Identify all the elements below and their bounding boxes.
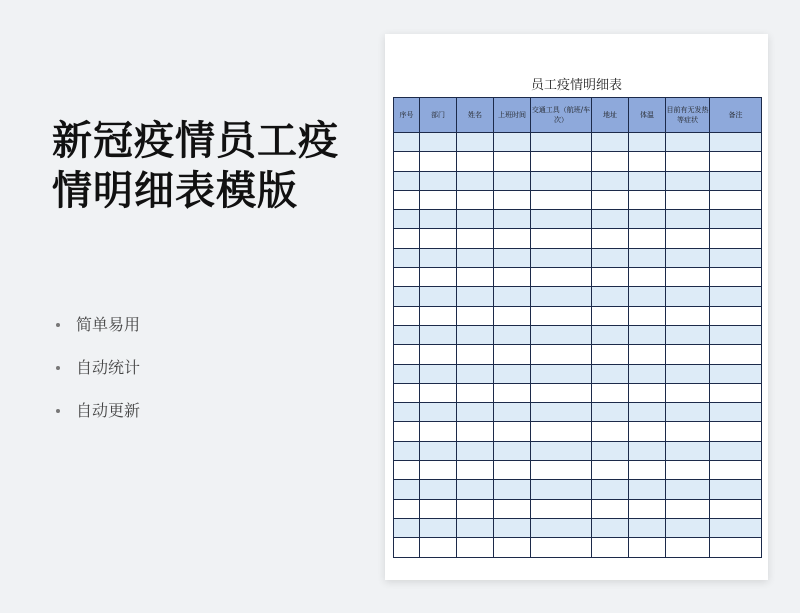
table-cell	[531, 461, 592, 480]
table-cell	[710, 133, 762, 152]
table-cell	[710, 364, 762, 383]
table-cell	[494, 461, 531, 480]
table-cell	[666, 133, 710, 152]
table-cell	[531, 538, 592, 557]
table-cell	[457, 133, 494, 152]
table-row	[394, 345, 762, 364]
employee-table	[393, 97, 762, 558]
table-row	[394, 268, 762, 287]
table-cell	[457, 422, 494, 441]
promo-title-line-2: 情明细表模版	[52, 168, 298, 214]
table-cell	[629, 306, 666, 325]
table-cell	[592, 403, 629, 422]
table-cell	[394, 248, 420, 267]
table-cell	[420, 306, 457, 325]
table-cell	[592, 190, 629, 209]
table-cell	[394, 441, 420, 460]
column-header: 体温	[629, 98, 666, 133]
table-row	[394, 325, 762, 344]
table-cell	[394, 518, 420, 537]
table-row	[394, 152, 762, 171]
table-cell	[531, 190, 592, 209]
promo-title	[52, 116, 362, 216]
table-cell	[457, 152, 494, 171]
column-header: 姓名	[457, 98, 494, 133]
column-header: 备注	[710, 98, 762, 133]
table-cell	[531, 171, 592, 190]
table-cell	[494, 133, 531, 152]
table-cell	[666, 461, 710, 480]
table-cell	[457, 499, 494, 518]
table-cell	[394, 229, 420, 248]
promo-title-line-1: 新冠疫情员工疫	[52, 118, 339, 164]
table-cell	[666, 171, 710, 190]
table-cell	[457, 248, 494, 267]
table-cell	[531, 441, 592, 460]
table-cell	[710, 345, 762, 364]
table-cell	[531, 518, 592, 537]
table-cell	[394, 538, 420, 557]
table-cell	[666, 210, 710, 229]
feature-label: 自动统计	[76, 358, 141, 377]
table-cell	[531, 383, 592, 402]
column-header: 地址	[592, 98, 629, 133]
table-cell	[531, 325, 592, 344]
table-cell	[494, 538, 531, 557]
table-cell	[457, 268, 494, 287]
table-cell	[420, 190, 457, 209]
table-cell	[592, 345, 629, 364]
table-cell	[457, 461, 494, 480]
table-cell	[420, 480, 457, 499]
table-cell	[666, 287, 710, 306]
table-cell	[420, 383, 457, 402]
table-cell	[457, 518, 494, 537]
table-row	[394, 210, 762, 229]
table-row	[394, 383, 762, 402]
bullet-icon	[56, 366, 60, 370]
table-cell	[710, 441, 762, 460]
table-cell	[457, 538, 494, 557]
table-cell	[666, 538, 710, 557]
table-cell	[531, 306, 592, 325]
table-cell	[420, 287, 457, 306]
table-cell	[420, 499, 457, 518]
table-cell	[420, 518, 457, 537]
table-cell	[531, 480, 592, 499]
table-cell	[531, 499, 592, 518]
table-cell	[494, 190, 531, 209]
table-cell	[629, 287, 666, 306]
table-cell	[420, 345, 457, 364]
feature-label: 自动更新	[76, 401, 141, 420]
feature-item	[52, 355, 140, 398]
table-cell	[629, 345, 666, 364]
table-cell	[457, 229, 494, 248]
table-cell	[666, 518, 710, 537]
table-cell	[710, 229, 762, 248]
table-cell	[629, 325, 666, 344]
table-cell	[457, 403, 494, 422]
column-header: 序号	[394, 98, 420, 133]
column-header: 部门	[420, 98, 457, 133]
table-cell	[592, 268, 629, 287]
table-cell	[531, 133, 592, 152]
bullet-icon	[56, 409, 60, 413]
table-cell	[420, 210, 457, 229]
table-row	[394, 538, 762, 557]
table-cell	[394, 133, 420, 152]
table-cell	[494, 210, 531, 229]
table-cell	[457, 480, 494, 499]
table-cell	[629, 364, 666, 383]
table-cell	[592, 538, 629, 557]
table-cell	[420, 229, 457, 248]
table-cell	[457, 287, 494, 306]
table-cell	[710, 461, 762, 480]
table-cell	[420, 325, 457, 344]
table-cell	[494, 403, 531, 422]
table-cell	[592, 229, 629, 248]
table-row	[394, 518, 762, 537]
feature-item	[52, 398, 140, 441]
table-cell	[420, 268, 457, 287]
table-cell	[629, 133, 666, 152]
table-row	[394, 461, 762, 480]
table-cell	[457, 210, 494, 229]
table-cell	[420, 422, 457, 441]
table-cell	[494, 268, 531, 287]
table-cell	[666, 364, 710, 383]
table-cell	[394, 480, 420, 499]
table-cell	[592, 287, 629, 306]
table-cell	[710, 518, 762, 537]
table-cell	[531, 268, 592, 287]
table-cell	[394, 306, 420, 325]
table-header-row	[394, 98, 762, 133]
table-row	[394, 248, 762, 267]
table-cell	[629, 480, 666, 499]
table-cell	[457, 364, 494, 383]
table-cell	[394, 345, 420, 364]
table-cell	[457, 171, 494, 190]
table-cell	[494, 518, 531, 537]
table-cell	[592, 480, 629, 499]
table-cell	[592, 325, 629, 344]
table-cell	[666, 441, 710, 460]
table-row	[394, 306, 762, 325]
table-cell	[394, 403, 420, 422]
table-cell	[629, 190, 666, 209]
table-row	[394, 441, 762, 460]
feature-list	[52, 312, 140, 441]
table-cell	[394, 422, 420, 441]
table-cell	[592, 383, 629, 402]
table-cell	[666, 422, 710, 441]
table-cell	[592, 518, 629, 537]
table-cell	[710, 268, 762, 287]
table-cell	[420, 152, 457, 171]
table-cell	[457, 306, 494, 325]
table-cell	[592, 306, 629, 325]
table-cell	[457, 345, 494, 364]
table-cell	[629, 403, 666, 422]
table-cell	[531, 248, 592, 267]
table-row	[394, 171, 762, 190]
table-cell	[666, 383, 710, 402]
table-cell	[394, 499, 420, 518]
table-cell	[494, 383, 531, 402]
table-row	[394, 480, 762, 499]
column-header: 交通工具（航班/车次）	[531, 98, 592, 133]
table-cell	[710, 190, 762, 209]
table-cell	[666, 480, 710, 499]
table-cell	[629, 229, 666, 248]
table-row	[394, 499, 762, 518]
table-cell	[629, 383, 666, 402]
table-cell	[629, 461, 666, 480]
table-cell	[629, 422, 666, 441]
table-cell	[420, 133, 457, 152]
table-cell	[592, 248, 629, 267]
table-cell	[457, 190, 494, 209]
table-cell	[666, 268, 710, 287]
table-cell	[531, 403, 592, 422]
sheet-title: 员工疫情明细表	[530, 78, 622, 93]
table-cell	[531, 152, 592, 171]
table-cell	[420, 403, 457, 422]
table-cell	[494, 171, 531, 190]
table-cell	[494, 422, 531, 441]
table-cell	[531, 345, 592, 364]
column-header: 目前有无发热等症状	[666, 98, 710, 133]
table-cell	[420, 364, 457, 383]
table-cell	[420, 441, 457, 460]
feature-item	[52, 312, 140, 355]
table-cell	[710, 306, 762, 325]
table-cell	[629, 538, 666, 557]
table-cell	[494, 287, 531, 306]
table-cell	[710, 480, 762, 499]
table-cell	[420, 248, 457, 267]
table-cell	[666, 248, 710, 267]
table-cell	[494, 306, 531, 325]
table-cell	[666, 403, 710, 422]
table-cell	[494, 499, 531, 518]
table-cell	[592, 152, 629, 171]
table-row	[394, 133, 762, 152]
table-cell	[592, 461, 629, 480]
table-cell	[592, 364, 629, 383]
table-cell	[666, 325, 710, 344]
table-cell	[629, 210, 666, 229]
table-cell	[592, 441, 629, 460]
table-cell	[710, 422, 762, 441]
table-body	[394, 133, 762, 558]
table-cell	[710, 383, 762, 402]
table-cell	[629, 441, 666, 460]
table-cell	[666, 306, 710, 325]
table-cell	[394, 287, 420, 306]
table-row	[394, 190, 762, 209]
table-cell	[494, 345, 531, 364]
table-row	[394, 422, 762, 441]
column-header: 上班时间	[494, 98, 531, 133]
table-cell	[420, 538, 457, 557]
table-row	[394, 403, 762, 422]
table-cell	[394, 364, 420, 383]
table-cell	[531, 210, 592, 229]
table-cell	[394, 461, 420, 480]
table-row	[394, 287, 762, 306]
table-cell	[666, 190, 710, 209]
table-cell	[420, 171, 457, 190]
table-cell	[394, 268, 420, 287]
table-cell	[531, 364, 592, 383]
table-cell	[592, 499, 629, 518]
table-cell	[394, 383, 420, 402]
table-cell	[457, 325, 494, 344]
table-cell	[394, 190, 420, 209]
table-cell	[710, 248, 762, 267]
table-cell	[494, 480, 531, 499]
spreadsheet-preview	[385, 34, 768, 580]
table-cell	[666, 152, 710, 171]
table-cell	[666, 345, 710, 364]
table-cell	[629, 499, 666, 518]
table-cell	[710, 403, 762, 422]
table-cell	[394, 171, 420, 190]
table-cell	[592, 133, 629, 152]
table-cell	[494, 441, 531, 460]
table-cell	[531, 422, 592, 441]
table-cell	[494, 364, 531, 383]
table-row	[394, 229, 762, 248]
table-cell	[710, 325, 762, 344]
table-cell	[666, 499, 710, 518]
table-cell	[494, 325, 531, 344]
table-row	[394, 364, 762, 383]
table-cell	[457, 383, 494, 402]
table-cell	[592, 422, 629, 441]
table-cell	[531, 229, 592, 248]
table-cell	[629, 171, 666, 190]
table-cell	[420, 461, 457, 480]
table-cell	[710, 499, 762, 518]
table-cell	[710, 287, 762, 306]
table-cell	[457, 441, 494, 460]
table-cell	[629, 152, 666, 171]
table-cell	[494, 248, 531, 267]
table-cell	[592, 210, 629, 229]
table-cell	[494, 229, 531, 248]
table-cell	[710, 152, 762, 171]
table-cell	[710, 538, 762, 557]
feature-label: 简单易用	[76, 315, 141, 334]
table-cell	[629, 518, 666, 537]
table-cell	[629, 268, 666, 287]
table-cell	[494, 152, 531, 171]
table-cell	[394, 325, 420, 344]
table-cell	[710, 210, 762, 229]
table-cell	[394, 152, 420, 171]
bullet-icon	[56, 323, 60, 327]
table-cell	[394, 210, 420, 229]
table-cell	[666, 229, 710, 248]
table-cell	[531, 287, 592, 306]
table-cell	[592, 171, 629, 190]
table-cell	[710, 171, 762, 190]
table-cell	[629, 248, 666, 267]
